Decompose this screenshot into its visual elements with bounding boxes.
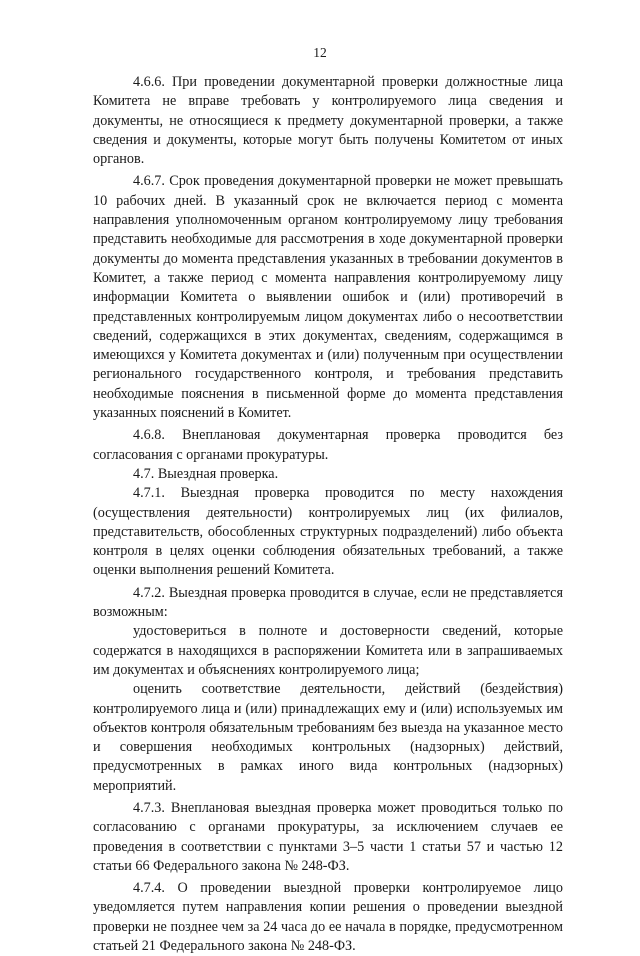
document-body bbox=[93, 73, 563, 956]
section-heading-4-7: 4.7. Выездная проверка. bbox=[133, 465, 279, 482]
paragraph-4-7-1: 4.7.1. Выездная проверка проводится по месту нахождения (осуществления деятельности) контролируемых лиц (их филиалов, представительств, обособленных структурных подразделений) либо объекта контроля в целях оценки соблюдения обязательных требований, а также оценки выполнения решений Комитета. bbox=[93, 485, 563, 579]
paragraph-4-7-2: 4.7.2. Выездная проверка проводится в случае, если не представляется возможным: bbox=[93, 584, 563, 621]
paragraph-4-6-6: 4.6.6. При проведении документарной проверки должностные лица Комитета не вправе требовать у контролируемого лица сведения и документы, не относящиеся к предмету документарной проверки, а также сведения и документы, которые могут быть получены Комитетом от иных органов. bbox=[93, 74, 563, 168]
page-number: 12 bbox=[313, 45, 327, 60]
list-item-verify: удостовериться в полноте и достоверности сведений, которые содержатся в находящихся в распоряжении Комитета или в запрашиваемых им документах и объяснениях контролируемого лица; bbox=[93, 623, 563, 678]
list-item-assess: оценить соответствие деятельности, действий (бездействия) контролируемого лица и (или) принадлежащих ему и (или) используемых им объектов контроля обязательным требованиям без выезда на указанное место и совершения необходимых контрольных (надзорных) действий, предусмотренных в рамках иного вида контрольных (надзорных) мероприятий. bbox=[93, 681, 563, 794]
paragraph-4-7-3: 4.7.3. Внеплановая выездная проверка может проводиться только по согласованию с органами прокуратуры, за исключением случаев ее проведения в соответствии с пунктами 3–5 части 1 статьи 57 и частью 12 статьи 66 Федерального закона № 248-ФЗ. bbox=[93, 799, 563, 874]
paragraph-4-7-4: 4.7.4. О проведении выездной проверки контролируемое лицо уведомляется путем направления копии решения о проведении выездной проверки не позднее чем за 24 часа до ее начала в порядке, предусмотренном статьей 21 Федерального закона № 248-ФЗ. bbox=[93, 880, 563, 955]
paragraph-4-6-8: 4.6.8. Внеплановая документарная проверка проводится без согласования с органами прокуратуры. bbox=[93, 427, 563, 463]
paragraph-4-6-7: 4.6.7. Срок проведения документарной проверки не может превышать 10 рабочих дней. В указанный срок не включается период с момента направления уполномоченным органом контролируемому лицу требования представить необходимые для рассмотрения в ходе документарной проверки документы до момента представления указанных в требовании документов в Комитет, а также период с момента направления контролируемому лицу информации Комитета о выявлении ошибок и (или) противоречий в представленных контролируемым лицом документах либо о несоответствии сведений, содержащихся в этих документах, сведениям, содержащимся в имеющихся у Комитета документах и (или) полученным при осуществлении регионального государственного контроля, и требования представить необходимые пояснения в письменной форме до момента представления указанных пояснений в Комитет. bbox=[93, 173, 563, 422]
